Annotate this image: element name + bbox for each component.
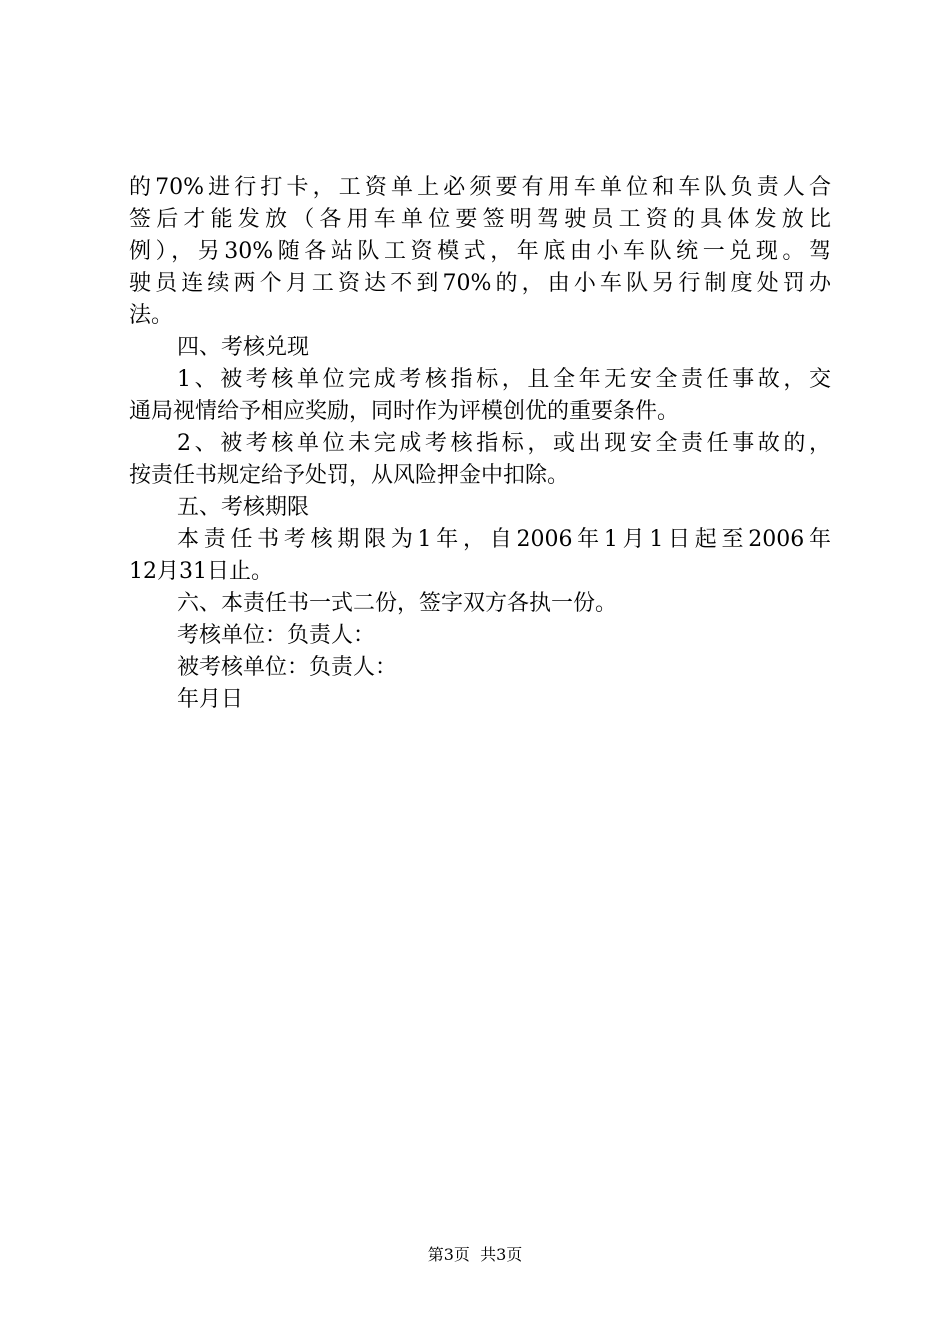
section-heading: 四、考核兑现 (177, 335, 310, 360)
body-line: 本责任书考核期限为1年，自2006年1月1日起至2006年 (177, 527, 831, 552)
body-line: 1、被考核单位完成考核指标，且全年无安全责任事故，交 (177, 367, 831, 392)
body-line: 12月31日止。 (129, 559, 273, 584)
signature-line: 被考核单位：负责人： (177, 655, 398, 680)
body-line: 六、本责任书一式二份，签字双方各执一份。 (177, 591, 618, 616)
body-line: 驶员连续两个月工资达不到70%的，由小车队另行制度处罚办 (129, 271, 831, 296)
section-heading: 五、考核期限 (177, 495, 310, 520)
date-line: 年月日 (177, 687, 244, 712)
body-line: 按责任书规定给予处罚，从风险押金中扣除。 (129, 463, 570, 488)
body-line: 例），另30%随各站队工资模式，年底由小车队统一兑现。驾 (129, 239, 831, 264)
body-line: 法。 (129, 303, 174, 328)
page-footer: 第3页 共3页 (427, 1245, 523, 1264)
body-line: 通局视情给予相应奖励，同时作为评模创优的重要条件。 (129, 399, 680, 424)
signature-line: 考核单位：负责人： (177, 623, 376, 648)
document-body (129, 172, 831, 716)
body-line: 的70%进行打卡，工资单上必须要有用车单位和车队负责人合 (129, 175, 831, 200)
body-line: 签后才能发放（各用车单位要签明驾驶员工资的具体发放比 (129, 207, 831, 232)
body-line: 2、被考核单位未完成考核指标，或出现安全责任事故的， (177, 431, 831, 456)
